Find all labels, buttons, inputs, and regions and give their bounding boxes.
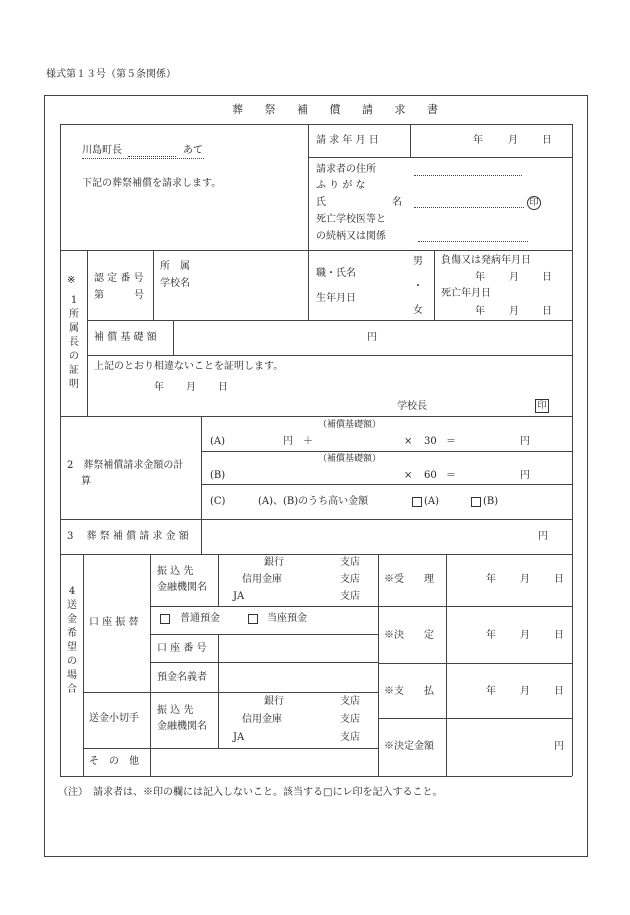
row-a-yen: 円 (283, 436, 293, 447)
account-transfer-label: 口 座 振 替 (89, 617, 139, 628)
remittance-check-label: 送金小切手 (89, 713, 139, 724)
check-bank-branch: 支店 (340, 696, 360, 707)
receipt-year: 年 (486, 574, 496, 585)
ordinary-deposit-checkbox[interactable] (160, 614, 170, 624)
base-amount-yen: 円 (367, 332, 377, 343)
check-bank-label: 銀行 (264, 696, 284, 707)
school-name-label: 学校名 (160, 278, 190, 289)
claimant-relation-label-2: の続柄又は関係 (316, 231, 386, 242)
injury-date-label: 負傷又は発病年月日 (441, 255, 531, 266)
credit-branch: 支店 (340, 574, 360, 585)
row-a-plus: ＋ (303, 436, 313, 447)
section2-label: 2 葬祭補償請求金額の計 (67, 460, 184, 471)
row-c-text: (A)、(B)のうち高い金額 (258, 496, 369, 507)
payment-year: 年 (486, 686, 496, 697)
check-credit-label: 信用金庫 (242, 714, 282, 725)
credit-union-label: 信用金庫 (242, 574, 282, 585)
decision-month: 月 (520, 630, 530, 641)
cert-number-suffix: 第 号 (94, 290, 144, 301)
death-year: 年 (475, 306, 485, 317)
injury-month: 月 (509, 272, 519, 283)
claimant-name-label-1: 氏 (316, 197, 326, 208)
check-ja-branch: 支店 (340, 732, 360, 743)
receipt-month: 月 (520, 574, 530, 585)
row-a-result-yen: 円 (520, 436, 530, 447)
gender-female: 女 (413, 305, 423, 316)
bank-branch: 支店 (340, 557, 360, 568)
cert-number-label: 認 定 番 号 (94, 273, 144, 284)
check-bank-name-label: 金融機関名 (157, 721, 207, 732)
payment-label: ※支 払 (384, 686, 434, 697)
row-a-equals: ＝ (446, 436, 456, 447)
row-a-factor: 30 (424, 436, 437, 447)
section2-label-cont: 算 (81, 476, 91, 487)
account-number-label: 口 座 番 号 (157, 643, 207, 654)
row-b-label: (B) (210, 470, 226, 481)
date-day: 日 (542, 135, 552, 146)
transfer-dest-label: 振 込 先 (157, 566, 194, 577)
claimant-name-label-2: 名 (392, 197, 402, 208)
current-deposit-checkbox[interactable] (248, 614, 258, 624)
check-dest-label: 振 込 先 (157, 705, 194, 716)
receipt-label: ※受 理 (384, 574, 434, 585)
gender-separator: ・ (413, 281, 423, 292)
section1-label: 1 所 属 長 の 証 明 (69, 295, 79, 390)
option-a-label: (A) (424, 496, 440, 507)
certification-text: 上記のとおり相違ないことを証明します。 (94, 361, 284, 372)
decision-label: ※決 定 (384, 630, 434, 641)
addressee: 川島町長 (82, 145, 122, 156)
section4-label: 4 送 金 希 望 の 場 合 (67, 586, 77, 695)
current-deposit-label: 当座預金 (267, 613, 307, 624)
row-b-times: × (404, 470, 413, 481)
claimant-furigana-label: ふ り が な (316, 180, 366, 191)
date-year: 年 (473, 135, 483, 146)
account-holder-label: 預金名義者 (157, 672, 207, 683)
death-month: 月 (509, 306, 519, 317)
option-a-checkbox[interactable] (412, 497, 422, 507)
row-a-times: × (404, 436, 413, 447)
transfer-bank-name-label: 金融機関名 (157, 582, 207, 593)
date-month: 月 (508, 135, 518, 146)
decision-year: 年 (486, 630, 496, 641)
bank-label: 銀行 (264, 557, 284, 568)
ja-label: JA (233, 591, 245, 602)
row-a-caption: （補償基礎額） (318, 420, 382, 430)
row-b-result-yen: 円 (520, 470, 530, 481)
option-b-label: (B) (483, 496, 499, 507)
ja-branch: 支店 (340, 591, 360, 602)
claimant-address-label: 請求者の住所 (316, 164, 376, 175)
principal-label: 学校長 (397, 401, 427, 412)
other-label: そ の 他 (89, 756, 139, 767)
decision-day: 日 (554, 630, 564, 641)
footnote: （注） 請求者は、※印の欄には記入しないこと。該当する□にレ印を記入すること。 (58, 787, 443, 798)
affiliation-label: 所 属 (160, 261, 190, 272)
ordinary-deposit-label: 普通預金 (180, 613, 220, 624)
row-b-caption: （補償基礎額） (318, 454, 382, 464)
base-amount-label: 補 償 基 礎 額 (94, 332, 157, 343)
death-date-label: 死亡年月日 (441, 288, 491, 299)
row-a-label: (A) (210, 436, 226, 447)
request-date-label: 請 求 年 月 日 (316, 135, 379, 146)
injury-year: 年 (475, 272, 485, 283)
request-statement: 下記の葬祭補償を請求します。 (82, 178, 222, 189)
claimant-relation-label-1: 死亡学校医等と (316, 214, 386, 225)
row-b-factor: 60 (424, 470, 437, 481)
job-name-label: 職・氏名 (316, 268, 356, 279)
payment-day: 日 (554, 686, 564, 697)
cert-year: 年 (154, 382, 164, 393)
cert-day: 日 (218, 382, 228, 393)
option-b-checkbox[interactable] (471, 497, 481, 507)
decided-amount-label: ※決定金額 (384, 741, 434, 752)
section3-yen: 円 (538, 531, 548, 542)
gender-male: 男 (413, 256, 423, 267)
injury-day: 日 (542, 272, 552, 283)
section1-mark: ※ (67, 275, 76, 286)
death-day: 日 (542, 306, 552, 317)
section3-label: 3 葬 祭 補 償 請 求 金 額 (67, 531, 189, 542)
claimant-seal: 印 (527, 196, 541, 210)
check-ja-label: JA (233, 732, 245, 743)
form-number: 様式第１３号（第５条関係） (46, 69, 176, 80)
check-credit-branch: 支店 (340, 714, 360, 725)
form-title: 葬 祭 補 償 請 求 書 (232, 103, 447, 116)
principal-seal: 印 (535, 399, 549, 413)
row-b-equals: ＝ (446, 470, 456, 481)
outer-frame (44, 95, 588, 857)
receipt-day: 日 (554, 574, 564, 585)
row-c-label: (C) (210, 496, 226, 507)
addressee-suffix: あて (183, 145, 203, 156)
payment-month: 月 (520, 686, 530, 697)
decided-amount-yen: 円 (554, 741, 564, 752)
birth-date-label: 生年月日 (316, 293, 356, 304)
cert-month: 月 (186, 382, 196, 393)
